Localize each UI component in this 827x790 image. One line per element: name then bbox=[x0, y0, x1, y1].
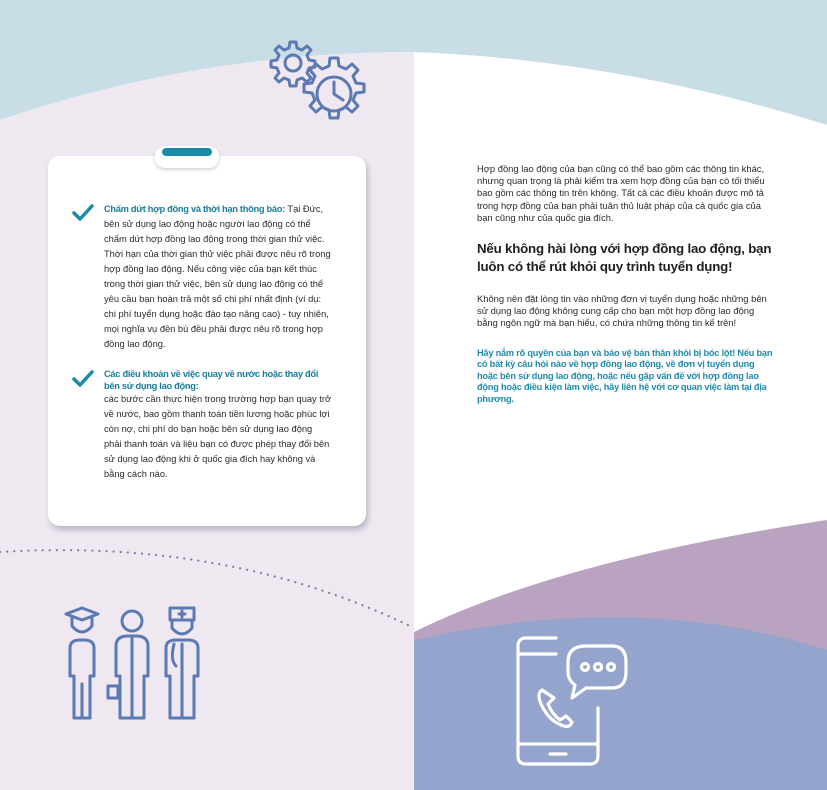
card-item-return bbox=[72, 368, 332, 482]
phone-chat-icon bbox=[512, 632, 632, 772]
body-paragraph: Không nên đặt lòng tin vào những đơn vị tuyển dụng hoặc những bên sử dụng lao động không cung cấp cho bạn một hợp đồng lao động bằng ngôn ngữ mà bạn hiểu, có chứa những thông tin kể trên! bbox=[477, 293, 767, 329]
card-item-title: Chấm dứt hợp đồng và thời hạn thông báo: bbox=[104, 204, 285, 214]
card-tab-accent bbox=[162, 148, 212, 156]
right-column bbox=[477, 163, 773, 415]
card-item-title: Các điều khoản về việc quay về nước hoặc thay đổi bên sử dụng lao động: bbox=[104, 369, 319, 391]
highlight-paragraph: Hãy nắm rõ quyền của bạn và bảo vệ bản thân khỏi bị bóc lột! Nếu bạn có bất kỳ câu hỏi nào về hợp đồng lao động, về đơn vị tuyển dụng hoặc bên sử dụng lao động, hoặc nếu gặp vấn đề với hợp đồng lao động hoặc điều kiện làm việc, hãy liên hệ với cơ quan việc làm tại địa phương. bbox=[477, 347, 773, 404]
gears-clock-icon bbox=[262, 36, 372, 130]
checkmark-icon bbox=[72, 204, 94, 222]
card-item-text bbox=[104, 202, 332, 352]
section-heading: Nếu không hài lòng với hợp đồng lao động, bạn luôn có thể rút khỏi quy trình tuyển dụng! bbox=[477, 241, 772, 274]
workers-icon bbox=[58, 604, 218, 724]
card-item-termination bbox=[72, 202, 332, 352]
intro-paragraph: Hợp đồng lao động của bạn cũng có thể bao gồm các thông tin khác, nhưng quan trọng là phải kiểm tra xem hợp đồng của bạn có tối thiểu bao gồm các thông tin trên không. Tất cả các điều khoản được mô tả trong hợp đồng của bạn phải tuân thủ luật pháp của cả quốc gia của bạn cũng như của quốc gia đích. bbox=[477, 163, 765, 223]
card-item-body: Tại Đức, bên sử dụng lao động hoặc người lao động có thể chấm dứt hợp đồng lao động trong thời gian thử việc. Thời hạn của thời gian thử việc phải được nêu rõ trong hợp đồng lao động. Nếu công việc của bạn kết thúc trong thời gian thử việc, bên sử dụng lao động có thể yêu cầu bạn hoàn trả một số chi phí nhất định (ví dụ: chi phí tuyển dụng hoặc đào tạo nâng cao) - tuy nhiên, mọi nghĩa vụ đền bù đều phải được nêu rõ trong hợp đồng lao động. bbox=[104, 204, 331, 349]
checkmark-icon bbox=[72, 370, 94, 388]
card-item-body: các bước cần thực hiện trong trường hợp bạn quay trở về nước, bao gồm thanh toán tiền lương hoặc phúc lợi còn nợ, chi phí do bạn hoặc bên sử dụng lao động phải thanh toán và liệu bạn có được phép thay đổi bên sử dụng lao động khi ở quốc gia đích hay không và bằng cách nào. bbox=[104, 394, 332, 479]
card-item-text bbox=[104, 368, 332, 482]
